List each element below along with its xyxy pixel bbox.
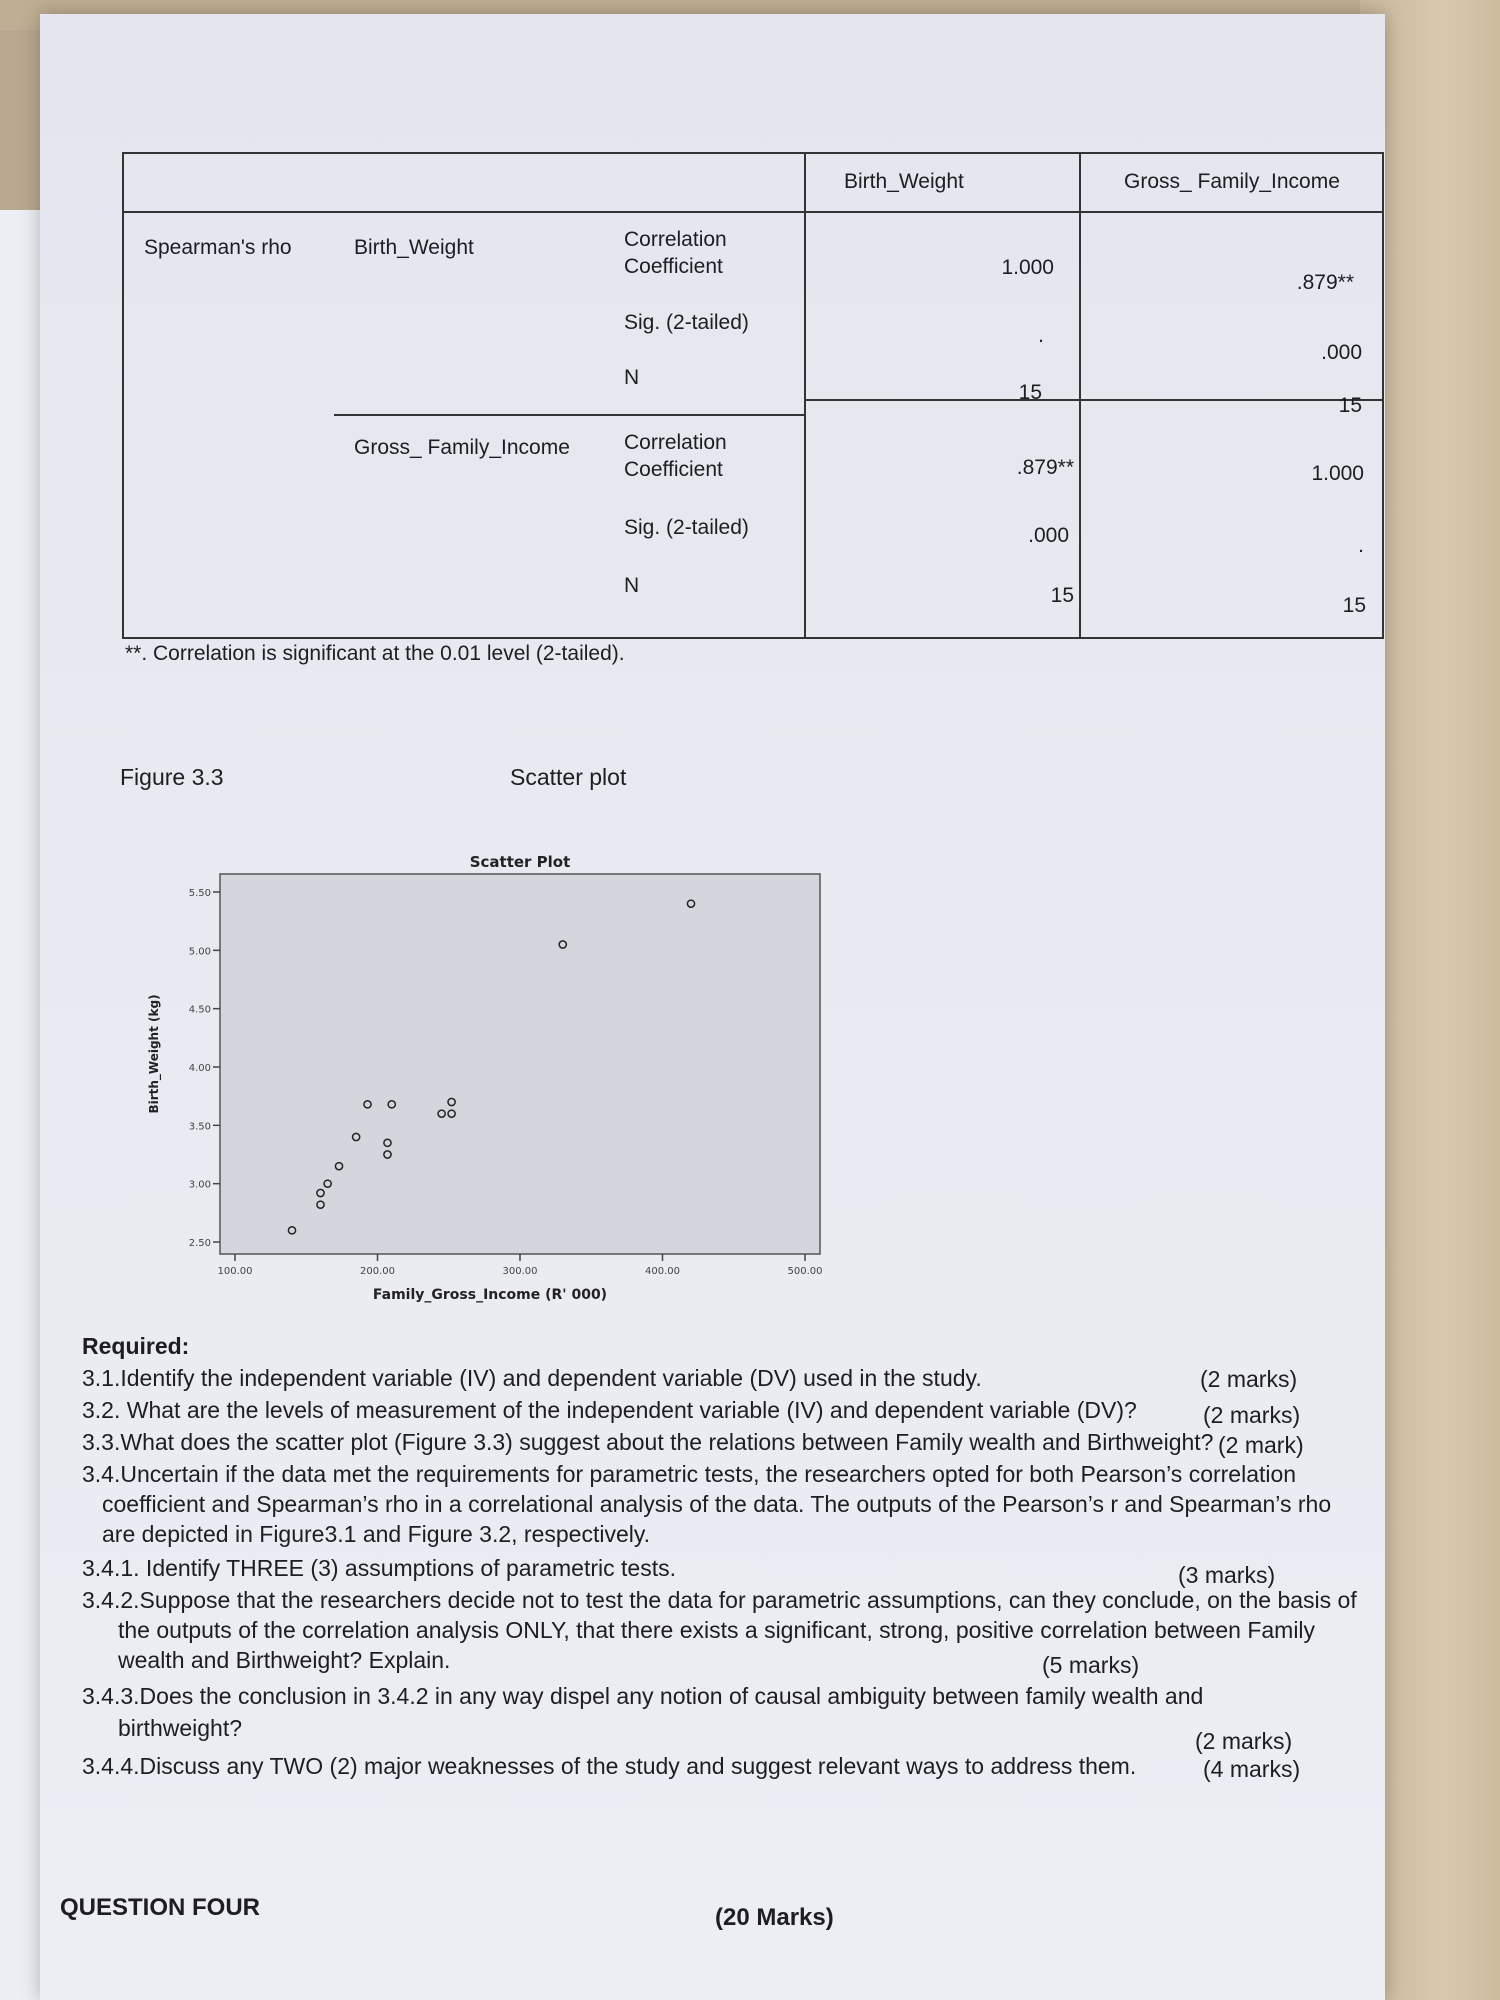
question-marks: (2 marks) xyxy=(1200,1366,1298,1392)
x-tick-label: 100.00 xyxy=(217,1266,253,1277)
figure-caption: Scatter plot xyxy=(510,764,627,790)
question-line: 3.4.Uncertain if the data met the requirements for parametric tests, the researchers opted for both Pearson’s correlation xyxy=(82,1461,1297,1487)
x-axis-label: Family_Gross_Income (R' 000) xyxy=(372,1287,608,1303)
stat-label: Correlation Coefficient xyxy=(624,228,727,278)
question-marks: (4 marks) xyxy=(1203,1756,1301,1782)
table-footnote: **. Correlation is significant at the 0.01 level (2-tailed). xyxy=(125,642,625,665)
value-cell: 15 xyxy=(1342,594,1366,617)
x-tick-label: 200.00 xyxy=(360,1266,395,1277)
question-marks: (2 mark) xyxy=(1218,1432,1304,1458)
value-cell: .879** xyxy=(1296,271,1354,294)
y-tick-label: 4.00 xyxy=(188,1063,211,1074)
stat-label: Sig. (2-tailed) xyxy=(624,516,749,539)
question-four-heading: QUESTION FOUR xyxy=(60,1894,261,1921)
x-tick-label: 500.00 xyxy=(787,1266,823,1277)
value-cell: 15 xyxy=(1018,381,1042,404)
row-variable-gross-family-income: Gross_ Family_Income xyxy=(354,436,570,459)
question-line: the outputs of the correlation analysis ONLY, that there exists a significant, strong, positive correlation between Family xyxy=(118,1617,1316,1643)
question-line: 3.4.3.Does the conclusion in 3.4.2 in any way dispel any notion of causal ambiguity between family wealth and xyxy=(82,1683,1204,1709)
value-cell: . xyxy=(1358,534,1364,557)
stat-label: N xyxy=(624,574,640,597)
value-cell: 1.000 xyxy=(1311,462,1364,485)
question-line: 3.4.1. Identify THREE (3) assumptions of parametric tests. xyxy=(82,1555,676,1581)
plot-area xyxy=(220,874,820,1254)
row-variable-birth-weight: Birth_Weight xyxy=(354,236,474,259)
col-header-birth-weight: Birth_Weight xyxy=(844,170,964,193)
value-cell: 1.000 xyxy=(1001,256,1054,279)
question-marks: (5 marks) xyxy=(1042,1652,1140,1678)
stat-label: Sig. (2-tailed) xyxy=(624,311,749,334)
value-cell: .000 xyxy=(1028,524,1069,547)
question-line: 3.4.4.Discuss any TWO (2) major weaknesses of the study and suggest relevant ways to address them. xyxy=(82,1753,1137,1779)
spearman-correlation-table xyxy=(122,152,1384,639)
scatter-plot-figure xyxy=(110,854,870,1309)
required-heading: Required: xyxy=(82,1333,190,1359)
question-line: coefficient and Spearman’s rho in a correlational analysis of the data. The outputs of the Pearson’s r and Spearman’s rho xyxy=(102,1491,1332,1517)
question-line: 3.2. What are the levels of measurement of the independent variable (IV) and dependent variable (DV)? xyxy=(82,1397,1137,1423)
question-line: birthweight? xyxy=(118,1715,243,1741)
method-label: Spearman's rho xyxy=(144,236,292,259)
y-tick-label: 2.50 xyxy=(188,1238,211,1249)
question-marks: (2 marks) xyxy=(1195,1728,1293,1754)
scatter-plot xyxy=(110,854,870,1309)
x-tick-label: 400.00 xyxy=(645,1266,680,1277)
stat-label: Correlation Coefficient xyxy=(624,431,727,481)
value-cell: .000 xyxy=(1321,341,1362,364)
figure-label: Figure 3.3 xyxy=(120,764,224,790)
y-axis-label: Birth_Weight (kg) xyxy=(147,994,161,1114)
value-cell: 15 xyxy=(1050,584,1074,607)
question-marks: (2 marks) xyxy=(1203,1402,1301,1428)
stat-label: N xyxy=(624,366,640,389)
chart-title: Scatter Plot xyxy=(469,854,571,871)
value-cell: .879** xyxy=(1016,456,1074,479)
question-line: 3.4.2.Suppose that the researchers decide not to test the data for parametric assumptions, can they conclude, on the basis of xyxy=(82,1587,1357,1613)
exam-page xyxy=(40,14,1385,2000)
y-tick-label: 3.50 xyxy=(188,1121,211,1133)
value-cell: 15 xyxy=(1338,394,1362,417)
col-header-gross-family-income: Gross_ Family_Income xyxy=(1124,170,1340,193)
question-line: 3.3.What does the scatter plot (Figure 3.3) suggest about the relations between Family wealth and Birthweight? xyxy=(82,1429,1214,1455)
x-tick-label: 300.00 xyxy=(502,1266,538,1277)
question-line: wealth and Birthweight? Explain. xyxy=(118,1647,451,1673)
question-four-marks: (20 Marks) xyxy=(715,1904,834,1931)
question-line: 3.1.Identify the independent variable (IV) and dependent variable (DV) used in the study. xyxy=(82,1365,982,1391)
question-line: are depicted in Figure3.1 and Figure 3.2, respectively. xyxy=(102,1521,651,1547)
y-tick-label: 5.00 xyxy=(188,946,211,958)
question-marks: (3 marks) xyxy=(1178,1562,1276,1588)
y-tick-label: 3.00 xyxy=(188,1179,211,1191)
value-cell: . xyxy=(1038,324,1044,347)
y-tick-label: 5.50 xyxy=(188,888,211,899)
y-tick-label: 4.50 xyxy=(188,1004,211,1016)
